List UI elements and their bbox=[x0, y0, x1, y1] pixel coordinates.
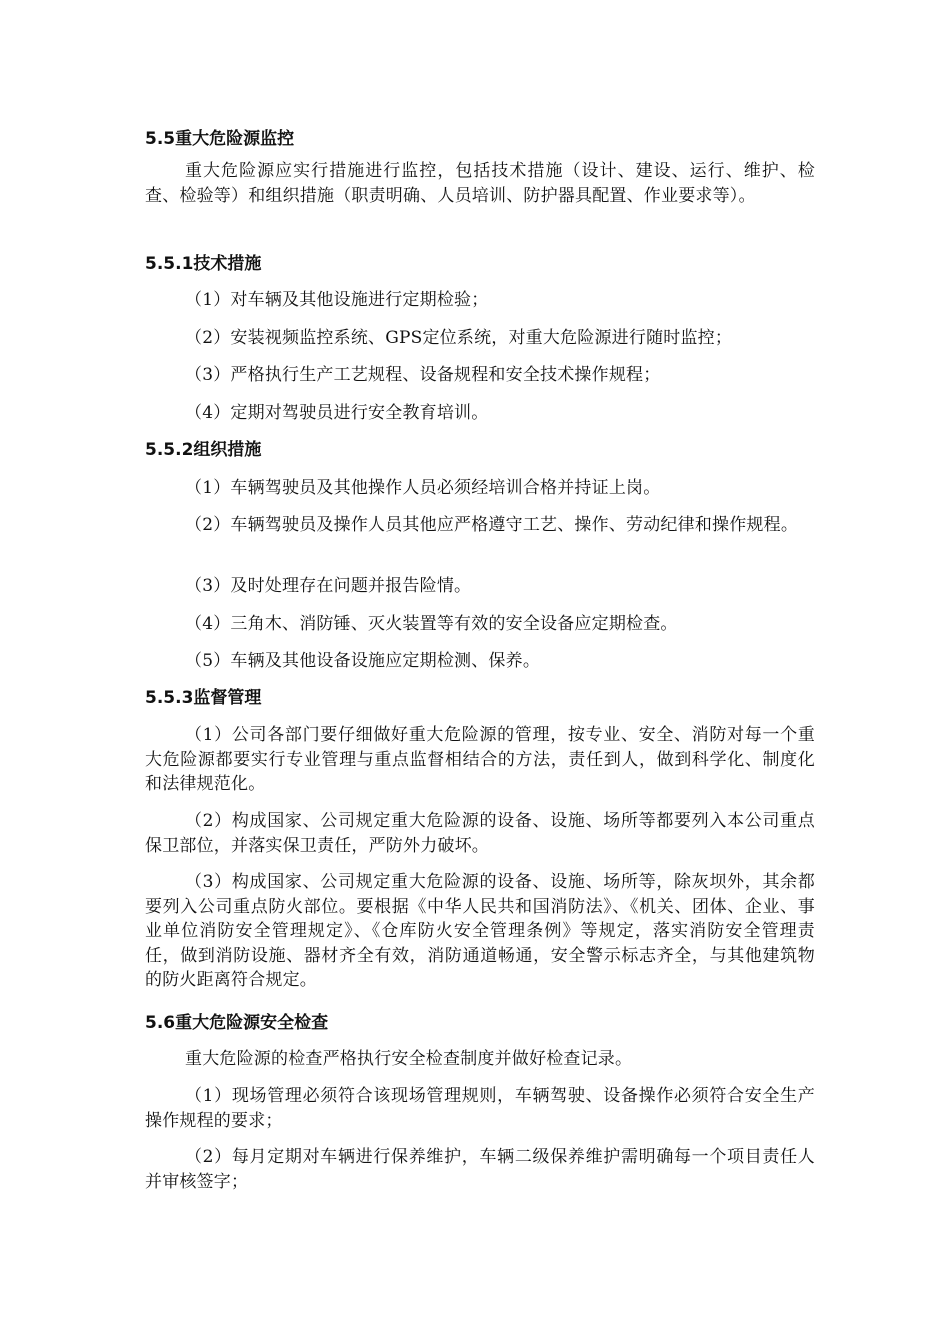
list-item-technical-2: （2）安装视频监控系统、GPS定位系统，对重大危险源进行随时监控； bbox=[185, 328, 733, 348]
list-item-organizational-5: （5）车辆及其他设备设施应定期检测、保养。 bbox=[185, 651, 541, 671]
list-item-inspection-1: （1）现场管理必须符合该现场管理规则，车辆驾驶、设备操作必须符合安全生产操作规程的要求； bbox=[145, 1086, 815, 1131]
paragraph-5-5-intro: 重大危险源应实行措施进行监控，包括技术措施（设计、建设、运行、维护、检查、检验等）和组织措施（职责明确、人员培训、防护器具配置、作业要求等）。 bbox=[145, 161, 815, 206]
section-heading-5-5: 5.5重大危险源监控 bbox=[145, 129, 295, 149]
list-item-organizational-1: （1）车辆驾驶员及其他操作人员必须经培训合格并持证上岗。 bbox=[185, 478, 661, 498]
list-item-supervision-2: （2）构成国家、公司规定重大危险源的设备、设施、场所等都要列入本公司重点保卫部位，并落实保卫责任，严防外力破坏。 bbox=[145, 811, 815, 856]
section-heading-5-5-1: 5.5.1技术措施 bbox=[145, 254, 262, 274]
list-item-organizational-4: （4）三角木、消防锤、灭火装置等有效的安全设备应定期检查。 bbox=[185, 614, 678, 634]
list-item-inspection-2: （2）每月定期对车辆进行保养维护，车辆二级保养维护需明确每一个项目责任人并审核签字； bbox=[145, 1147, 815, 1192]
list-item-organizational-2: （2）车辆驾驶员及操作人员其他应严格遵守工艺、操作、劳动纪律和操作规程。 bbox=[185, 515, 799, 535]
list-item-technical-4: （4）定期对驾驶员进行安全教育培训。 bbox=[185, 403, 489, 423]
section-heading-5-5-2: 5.5.2组织措施 bbox=[145, 440, 262, 460]
list-item-supervision-3: （3）构成国家、公司规定重大危险源的设备、设施、场所等，除灰坝外，其余都要列入公司重点防火部位。要根据《中华人民共和国消防法》、《机关、团体、企业、事业单位消防安全管理规定》、《仓库防火安全管理条例》等规定，落实消防安全管理责任，做到消防设施、器材齐全有效，消防通道畅通，安全警示标志齐全，与其他建筑物的防火距离符合规定。 bbox=[145, 872, 815, 990]
section-heading-5-5-3: 5.5.3监督管理 bbox=[145, 688, 262, 708]
list-item-supervision-1: （1）公司各部门要仔细做好重大危险源的管理，按专业、安全、消防对每一个重大危险源都要实行专业管理与重点监督相结合的方法，责任到人，做到科学化、制度化和法律规范化。 bbox=[145, 725, 815, 794]
list-item-organizational-3: （3）及时处理存在问题并报告险情。 bbox=[185, 576, 472, 596]
section-heading-5-6: 5.6重大危险源安全检查 bbox=[145, 1013, 329, 1033]
paragraph-5-6-intro: 重大危险源的检查严格执行安全检查制度并做好检查记录。 bbox=[185, 1049, 633, 1069]
list-item-technical-3: （3）严格执行生产工艺规程、设备规程和安全技术操作规程； bbox=[185, 365, 661, 385]
list-item-technical-1: （1）对车辆及其他设施进行定期检验； bbox=[185, 290, 489, 310]
